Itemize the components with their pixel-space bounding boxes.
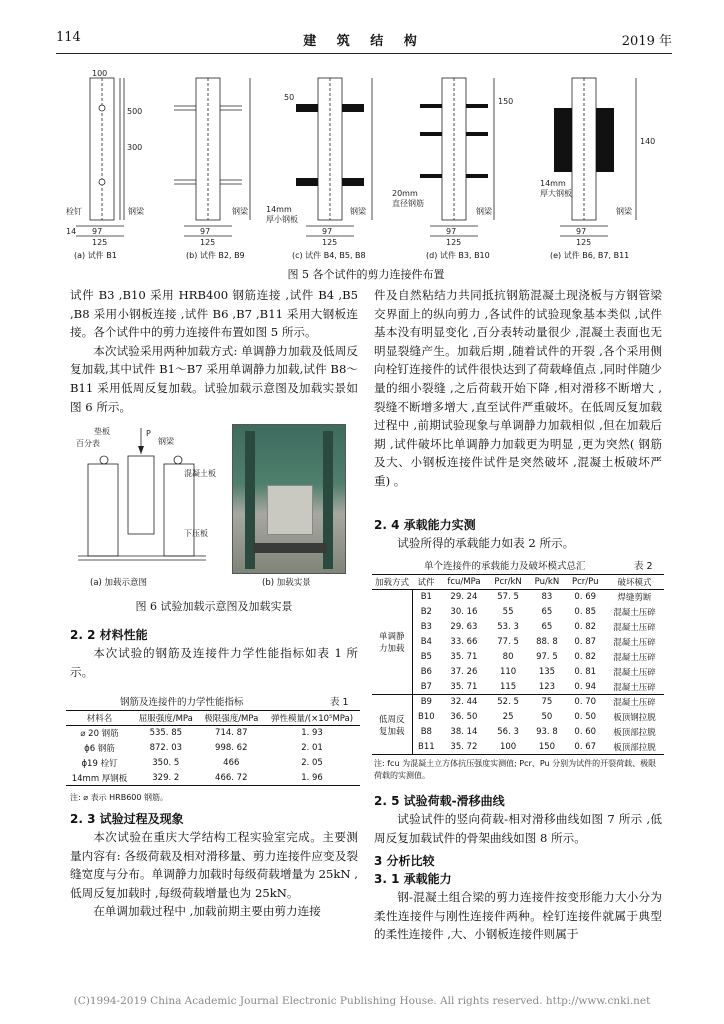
t1-r2c2: 466 bbox=[223, 758, 240, 768]
t2-r5c3: 135 bbox=[538, 667, 556, 677]
t2-r6c3: 123 bbox=[538, 681, 556, 692]
fig6-label-pad: 垫板 bbox=[94, 427, 110, 436]
fig6-label-beam: 钢梁 bbox=[158, 437, 174, 446]
section-2-2-heading: 2. 2 材料性能 bbox=[70, 628, 148, 642]
table-row bbox=[66, 756, 360, 771]
t1-r0c1: 535. 85 bbox=[149, 728, 183, 739]
section-2-5-heading: 2. 5 试验荷载-滑移曲线 bbox=[374, 794, 505, 808]
t2-r2c4: 0. 82 bbox=[574, 622, 597, 632]
t1-r1c0: ϕ6 钢筋 bbox=[84, 744, 115, 754]
t2-r3c5: 混凝土压碎 bbox=[613, 638, 656, 648]
fig6-label-gauge: 百分表 bbox=[76, 439, 100, 448]
t1-r1c1: 872. 03 bbox=[149, 743, 183, 753]
t2-r1c3: 65 bbox=[541, 607, 553, 617]
page-number: 114 bbox=[56, 30, 81, 45]
t2-h6: 破坏模式 bbox=[617, 578, 652, 588]
copyright-footer: (C)1994-2019 China Academic Journal Electronic Publishing House. All rights reserved. http://www.cnki.net bbox=[73, 995, 651, 1007]
page-header bbox=[56, 30, 672, 50]
t1-r1c3: 2. 01 bbox=[301, 743, 323, 753]
t2-r9c2: 56. 3 bbox=[497, 727, 519, 737]
fig5-label-steel-beam-b: 钢梁 bbox=[232, 207, 248, 216]
t2-r0c0: B1 bbox=[420, 592, 432, 603]
right-para-1: 件及自然粘结力共同抵抗钢筋混凝土现浇板与方钢管梁交界面上的纵向剪力 ,各试件的试验现象基本类似 ,试件基本没有明显变化 ,百分表转动量很少 ,混凝土表面也无明显裂缝产生。加载后期 ,随着试件的开裂 ,各个采用侧向栓钉连接件的试件很快达到了荷载峰值点 ,同时伴随少量的细小裂缝 ,之后荷载开始下降 ,相对滑移不断增大 ,裂缝不断增多增大 ,直至试件严重破坏。在低周反复加载过程中 ,前期试验现象与单调静力加载相似 ,但在加载后期 ,试件破坏比单调静力加载更为明显 ,更为突然( 钢筋及大、小钢板连接件试件是突然破坏 ,混凝土板破坏严重) 。 bbox=[374, 288, 662, 488]
fig5-dim-97c: 97 bbox=[322, 227, 333, 236]
t2-group-2: 低周反复加载 bbox=[372, 695, 412, 755]
fig5-dim-150d: 150 bbox=[498, 97, 514, 106]
t2-r9c0: B8 bbox=[420, 727, 432, 737]
right-para-3-wrap bbox=[374, 810, 662, 847]
fig5-sub-e: (e) 试件 B6, B7, B11 bbox=[550, 251, 630, 260]
t2-r0c1: 29. 24 bbox=[450, 592, 478, 603]
t2-r2c0: B3 bbox=[420, 622, 432, 632]
table-2 bbox=[372, 574, 664, 755]
section-2-3-heading: 2. 3 试验过程及现象 bbox=[70, 812, 184, 826]
figure-5-drawings bbox=[62, 69, 670, 250]
t2-r10c2: 100 bbox=[499, 741, 517, 752]
figure-5-caption: 图 5 各个试件的剪力连接件布置 bbox=[287, 268, 445, 281]
fig5-label-steel-beam-c: 钢梁 bbox=[350, 207, 366, 216]
t2-r2c5: 混凝土压碎 bbox=[613, 623, 656, 633]
fig5-label-steel-beam-e: 钢梁 bbox=[616, 207, 632, 216]
fig5-dim-97e: 97 bbox=[576, 227, 587, 236]
fig6-sub-b: (b) 加载实景 bbox=[262, 578, 311, 588]
t2-r4c0: B5 bbox=[420, 652, 432, 662]
t2-r7c2: 52. 5 bbox=[497, 697, 519, 708]
figure-6a-drawing bbox=[74, 424, 224, 574]
t1-r3c2: 466. 72 bbox=[215, 772, 248, 783]
table-row bbox=[372, 635, 664, 650]
fig5-sub-c: (c) 试件 B4, B5, B8 bbox=[292, 251, 366, 260]
table-2-number: 表 2 bbox=[634, 561, 653, 572]
right-para-4: 钢-混凝土组合梁的剪力连接件按变形能力大小分为柔性连接件与刚性连接件两种。栓钉连接件就属于典型的柔性连接件 ,大、小钢板连接件则属于 bbox=[374, 890, 662, 942]
t1-r2c0: ϕ19 栓钉 bbox=[81, 759, 118, 769]
fig5-dim-125b: 125 bbox=[200, 238, 216, 247]
t2-r8c1: 36. 50 bbox=[450, 712, 478, 722]
fig5-label-stud: 栓钉 bbox=[66, 207, 82, 216]
left-para-3: 本次试验的钢筋及连接件力学性能指标如表 1 所示。 bbox=[70, 646, 358, 679]
fig5-sub-b: (b) 试件 B2, B9 bbox=[186, 251, 245, 260]
t2-r1c1: 30. 16 bbox=[450, 607, 478, 617]
table-row bbox=[372, 605, 664, 620]
t2-r4c4: 0. 82 bbox=[574, 652, 597, 662]
table-row bbox=[372, 695, 664, 710]
t2-r6c4: 0. 94 bbox=[574, 681, 597, 692]
t2-r6c0: B7 bbox=[420, 681, 432, 692]
right-para-4-wrap bbox=[374, 888, 662, 944]
t1-r3c0: 14mm 厚钢板 bbox=[71, 773, 128, 784]
t2-r0c4: 0. 69 bbox=[574, 592, 597, 603]
t2-r0c5: 焊缝剪断 bbox=[617, 593, 652, 604]
left-para-3-wrap bbox=[70, 644, 358, 681]
t2-r9c4: 0. 60 bbox=[574, 727, 597, 737]
t2-r2c1: 29. 63 bbox=[450, 622, 478, 632]
t2-r3c3: 88. 8 bbox=[536, 637, 558, 647]
table-row bbox=[66, 741, 360, 756]
t2-r6c5: 混凝土压碎 bbox=[613, 682, 656, 693]
fig5-label-rebar-dia: 直径钢筋 bbox=[392, 199, 424, 208]
fig5-sub-a: (a) 试件 B1 bbox=[74, 251, 117, 260]
fig5-dim-500a: 500 bbox=[127, 107, 143, 116]
t2-r6c2: 115 bbox=[499, 681, 517, 692]
t2-r8c0: B10 bbox=[417, 712, 435, 722]
fig5-label-steel-beam-a: 钢梁 bbox=[128, 207, 144, 216]
t1-h3: 弹性模量/(×10⁵MPa) bbox=[270, 714, 354, 724]
table-row bbox=[372, 680, 664, 695]
fig5-dim-140e: 140 bbox=[640, 137, 656, 146]
t2-r0c2: 57. 5 bbox=[497, 592, 519, 603]
table-1-header-row bbox=[66, 711, 360, 726]
t2-group-1: 单调静力加载 bbox=[372, 590, 412, 695]
section-3-heading: 3 分析比较 bbox=[374, 854, 435, 868]
t1-r1c2: 998. 62 bbox=[215, 743, 248, 753]
figure-6b-photo bbox=[232, 424, 346, 574]
t1-r2c3: 2. 05 bbox=[301, 758, 323, 768]
t2-r3c2: 77. 5 bbox=[497, 637, 519, 647]
fig5-dim-97d: 97 bbox=[446, 227, 457, 236]
t2-r4c2: 80 bbox=[502, 652, 514, 662]
t2-r3c0: B4 bbox=[420, 637, 432, 647]
t2-r7c1: 32. 44 bbox=[450, 697, 478, 708]
fig5-dim-50c: 50 bbox=[284, 93, 295, 102]
section-2-4-heading: 2. 4 承载能力实测 bbox=[374, 518, 476, 532]
table-1 bbox=[66, 710, 360, 786]
fig5-label-20mm: 20mm bbox=[392, 189, 418, 198]
t2-r7c0: B9 bbox=[420, 697, 432, 708]
fig6-sub-a: (a) 加载示意图 bbox=[90, 578, 148, 588]
t2-r10c3: 150 bbox=[538, 741, 556, 752]
table-1-title: 钢筋及连接件的力学性能指标 bbox=[120, 697, 244, 708]
table-row bbox=[66, 726, 360, 741]
t2-h0: 加载方式 bbox=[375, 578, 410, 588]
t1-r0c3: 1. 93 bbox=[301, 728, 323, 739]
table-row bbox=[372, 665, 664, 680]
left-para-1: 试件 B3 ,B10 采用 HRB400 钢筋连接 ,试件 B4 ,B5 ,B8 采用小钢板连接 ,试件 B6 ,B7 ,B11 采用大钢板连接。各个试件中的剪力连接件布置如图 5 所示。 bbox=[70, 288, 358, 340]
header-rule bbox=[56, 53, 672, 54]
t2-r9c5: 板顶部拉脱 bbox=[613, 728, 656, 738]
t2-r7c4: 0. 70 bbox=[574, 697, 597, 708]
t2-r8c2: 25 bbox=[502, 712, 514, 722]
t2-r5c2: 110 bbox=[499, 667, 517, 677]
table-row bbox=[372, 620, 664, 635]
t2-r1c0: B2 bbox=[420, 607, 432, 617]
t2-r3c4: 0. 87 bbox=[574, 637, 597, 647]
journal-title: 建 筑 结 构 bbox=[303, 34, 425, 49]
t2-r5c4: 0. 81 bbox=[574, 667, 597, 677]
table-row bbox=[66, 771, 360, 786]
t2-h3: Pcr/kN bbox=[494, 577, 522, 587]
t2-r4c5: 混凝土压碎 bbox=[613, 653, 656, 663]
t2-r1c4: 0. 85 bbox=[574, 607, 597, 617]
left-para-5: 在单调加载过程中 ,加载前期主要由剪力连接 bbox=[93, 904, 321, 919]
fig5-sub-d: (d) 试件 B3, B10 bbox=[426, 251, 490, 260]
t2-r1c5: 混凝土压碎 bbox=[613, 608, 656, 618]
t2-r0c3: 83 bbox=[541, 592, 553, 603]
table-2-note: 注: fcu 为混凝土立方体抗压强度实测值; Pcr、Pu 分别为试件的开裂荷载、极限荷载的实测值。 bbox=[374, 759, 657, 780]
fig5-dim-125c: 125 bbox=[322, 238, 338, 247]
t2-r6c1: 35. 71 bbox=[450, 681, 478, 692]
fig6-label-slab: 混凝土板 bbox=[184, 469, 216, 478]
t2-r7c3: 75 bbox=[541, 697, 553, 708]
table-row bbox=[372, 725, 664, 740]
t2-r10c0: B11 bbox=[417, 741, 435, 752]
right-para-3: 试验试件的竖向荷载-相对滑移曲线如图 7 所示 ,低周反复加载试件的骨架曲线如图 8 所示。 bbox=[374, 812, 662, 845]
fig5-dim-125d: 125 bbox=[446, 238, 462, 247]
fig5-dim-300a: 300 bbox=[127, 143, 143, 152]
t2-r5c5: 混凝土压碎 bbox=[613, 668, 656, 678]
left-column-bottom bbox=[70, 828, 358, 921]
fig5-label-steel-beam-d: 钢梁 bbox=[476, 207, 492, 216]
t2-h4: Pu/kN bbox=[534, 577, 560, 587]
t2-r3c1: 33. 66 bbox=[450, 637, 478, 647]
t2-r5c1: 37. 26 bbox=[450, 667, 478, 677]
fig5-dim-14a: 14 bbox=[66, 227, 77, 236]
t1-h1: 屈服强度/MPa bbox=[138, 714, 193, 724]
t1-r3c3: 1. 96 bbox=[301, 772, 323, 783]
t2-r7c5: 混凝土压碎 bbox=[613, 698, 656, 709]
t2-r10c4: 0. 67 bbox=[574, 741, 597, 752]
table-row bbox=[372, 650, 664, 665]
t2-r9c3: 93. 8 bbox=[536, 727, 558, 737]
figure-5-subcaptions bbox=[62, 250, 670, 264]
t2-h5: Pcr/Pu bbox=[571, 577, 599, 587]
t2-r4c1: 35. 71 bbox=[450, 652, 478, 662]
right-column-top bbox=[374, 286, 662, 491]
fig5-dim-125e: 125 bbox=[576, 238, 592, 247]
table-1-note: 注: ⌀ 表示 HRB600 钢筋。 bbox=[70, 793, 169, 802]
fig5-dim-100a: 100 bbox=[92, 69, 108, 78]
t2-h2: fcu/MPa bbox=[447, 577, 481, 587]
t2-r8c5: 板顶钢拉脱 bbox=[613, 713, 656, 723]
t2-r8c3: 50 bbox=[541, 712, 553, 722]
t2-r2c2: 53. 3 bbox=[497, 622, 519, 632]
fig5-label-14mm-e: 14mm bbox=[540, 179, 566, 188]
t2-r10c1: 35. 72 bbox=[450, 741, 478, 752]
journal-year: 2019 年 bbox=[621, 34, 672, 49]
right-para-2: 试验所得的承载能力如表 2 所示。 bbox=[397, 536, 575, 550]
table-row bbox=[372, 710, 664, 725]
fig6-label-p: P bbox=[146, 429, 151, 438]
table-2-title: 单个连接件的承载能力及破坏模式总汇 bbox=[424, 561, 586, 572]
fig5-label-small-plate: 厚小钢板 bbox=[266, 215, 298, 224]
fig6-label-base: 下压板 bbox=[184, 529, 208, 538]
t1-r2c1: 350. 5 bbox=[152, 758, 180, 768]
table-1-number: 表 1 bbox=[330, 697, 349, 708]
left-column-top bbox=[70, 286, 358, 416]
t2-r2c3: 65 bbox=[541, 622, 553, 632]
table-2-header-row bbox=[372, 575, 664, 590]
t2-r8c4: 0. 50 bbox=[574, 712, 597, 722]
table-row bbox=[372, 590, 664, 605]
t1-r3c1: 329. 2 bbox=[152, 772, 180, 783]
t2-r1c2: 55 bbox=[502, 607, 514, 617]
fig5-dim-97a: 97 bbox=[92, 227, 103, 236]
section-3-1-heading: 3. 1 承载能力 bbox=[374, 872, 452, 886]
right-para-2-wrap bbox=[374, 534, 662, 553]
fig5-label-14mm-c: 14mm bbox=[266, 205, 292, 214]
t2-r5c0: B6 bbox=[420, 667, 432, 677]
fig5-dim-125a: 125 bbox=[92, 238, 108, 247]
figure-6-caption: 图 6 试验加载示意图及加载实景 bbox=[135, 600, 293, 613]
t1-h2: 极限强度/MPa bbox=[204, 714, 259, 724]
t1-h0: 材料名 bbox=[86, 714, 113, 724]
t2-r4c3: 97. 5 bbox=[536, 652, 558, 662]
t2-r10c5: 板顶部拉脱 bbox=[613, 742, 656, 753]
t2-h1: 试件 bbox=[417, 578, 435, 588]
t2-r9c1: 38. 14 bbox=[450, 727, 478, 737]
left-para-4: 本次试验在重庆大学结构工程实验室完成。主要测量内容有: 各级荷载及相对滑移量、剪力连接件应变及裂缝宽度与分布。单调静力加载时每级荷载增量为 25kN ,低周反复加载时 ,每级荷载增量也为 25kN。 bbox=[70, 830, 358, 900]
fig5-dim-97b: 97 bbox=[200, 227, 211, 236]
table-row bbox=[372, 740, 664, 755]
left-para-2: 本次试验采用两种加载方式: 单调静力加载及低周反复加载,其中试件 B1～B7 采用单调静力加载,试件 B8～B11 采用低周反复加载。试验加载示意图及加载实景如图 6 所示。 bbox=[70, 343, 358, 414]
t1-r0c0: ⌀ 20 钢筋 bbox=[80, 729, 119, 740]
t1-r0c2: 714. 87 bbox=[215, 728, 248, 739]
fig5-label-big-plate: 厚大钢板 bbox=[540, 189, 572, 198]
